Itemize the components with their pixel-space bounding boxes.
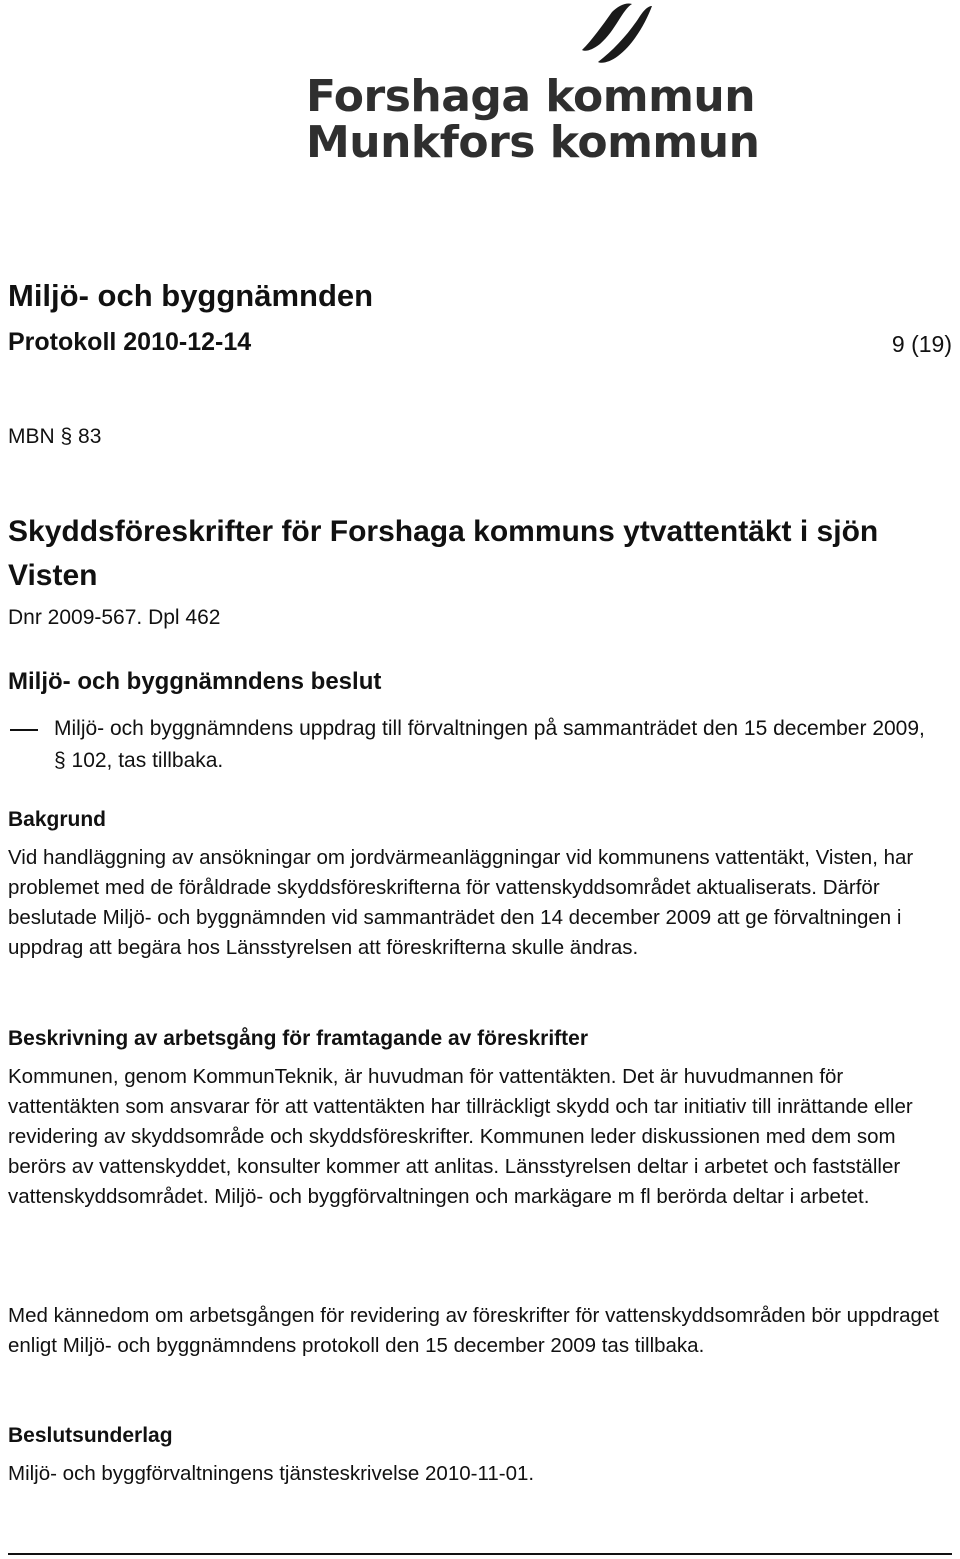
decision-item: Miljö- och byggnämndens uppdrag till förvaltningen på sammanträdet den 15 december 2009, § 102, tas tillbaka.	[54, 717, 925, 772]
page-number: 9 (19)	[891, 331, 952, 357]
logo-text-forshaga: Forshaga kommun	[306, 71, 756, 122]
municipality-logo	[300, 0, 760, 170]
committee-name: Miljö- och byggnämnden	[8, 278, 374, 313]
process-text: Kommunen, genom KommunTeknik, är huvudman för vattentäkten. Det är huvudmannen för vattentäkten som ansvarar för att vattentäkten har tillräckligt skydd och tar initiativ till inrättande eller revidering av skyddsområde och skyddsföreskrifter. Kommunen leder diskussionen med dem som berörs av vattenskyddet, konsulter kommer att anlitas. Länsstyrelsen deltar i arbetet och fastställer vattenskyddsområdet. Miljö- och byggförvaltningen och markägare m fl berörda deltar i arbetet.	[8, 1065, 913, 1208]
basis-text: Miljö- och byggförvaltningens tjänsteskrivelse 2010-11-01.	[8, 1462, 535, 1485]
paragraph-id: MBN § 83	[8, 425, 102, 448]
background-heading: Bakgrund	[8, 808, 107, 831]
logo-text-munkfors: Munkfors kommun	[306, 117, 760, 168]
basis-heading: Beslutsunderlag	[8, 1424, 173, 1447]
background-text: Vid handläggning av ansökningar om jordvärmeanläggningar vid kommunens vattentäkt, Visten, har problemet med de föråldrade skyddsföreskrifterna för vattenskyddsområdet aktualiserats. Därför beslutade Miljö- och byggnämnden vid sammanträdet den 14 december 2009 att ge förvaltningen i uppdrag att begära hos Länsstyrelsen att föreskrifterna skulle ändras.	[8, 846, 914, 959]
swoosh-icon	[300, 0, 670, 80]
process-heading: Beskrivning av arbetsgång för framtagande av föreskrifter	[8, 1027, 589, 1050]
list-dash	[10, 729, 38, 731]
bottom-divider	[8, 1553, 952, 1555]
document-title: Skyddsföreskrifter för Forshaga kommuns ytvattentäkt i sjön Visten	[8, 515, 879, 592]
decision-heading: Miljö- och byggnämndens beslut	[8, 668, 382, 695]
protocol-date: Protokoll 2010-12-14	[8, 328, 252, 356]
reference-number: Dnr 2009-567. Dpl 462	[8, 606, 221, 629]
process-conclusion-text: Med kännedom om arbetsgången för revidering av föreskrifter för vattenskyddsområden bör uppdraget enligt Miljö- och byggnämndens protokoll den 15 december 2009 tas tillbaka.	[8, 1304, 939, 1357]
